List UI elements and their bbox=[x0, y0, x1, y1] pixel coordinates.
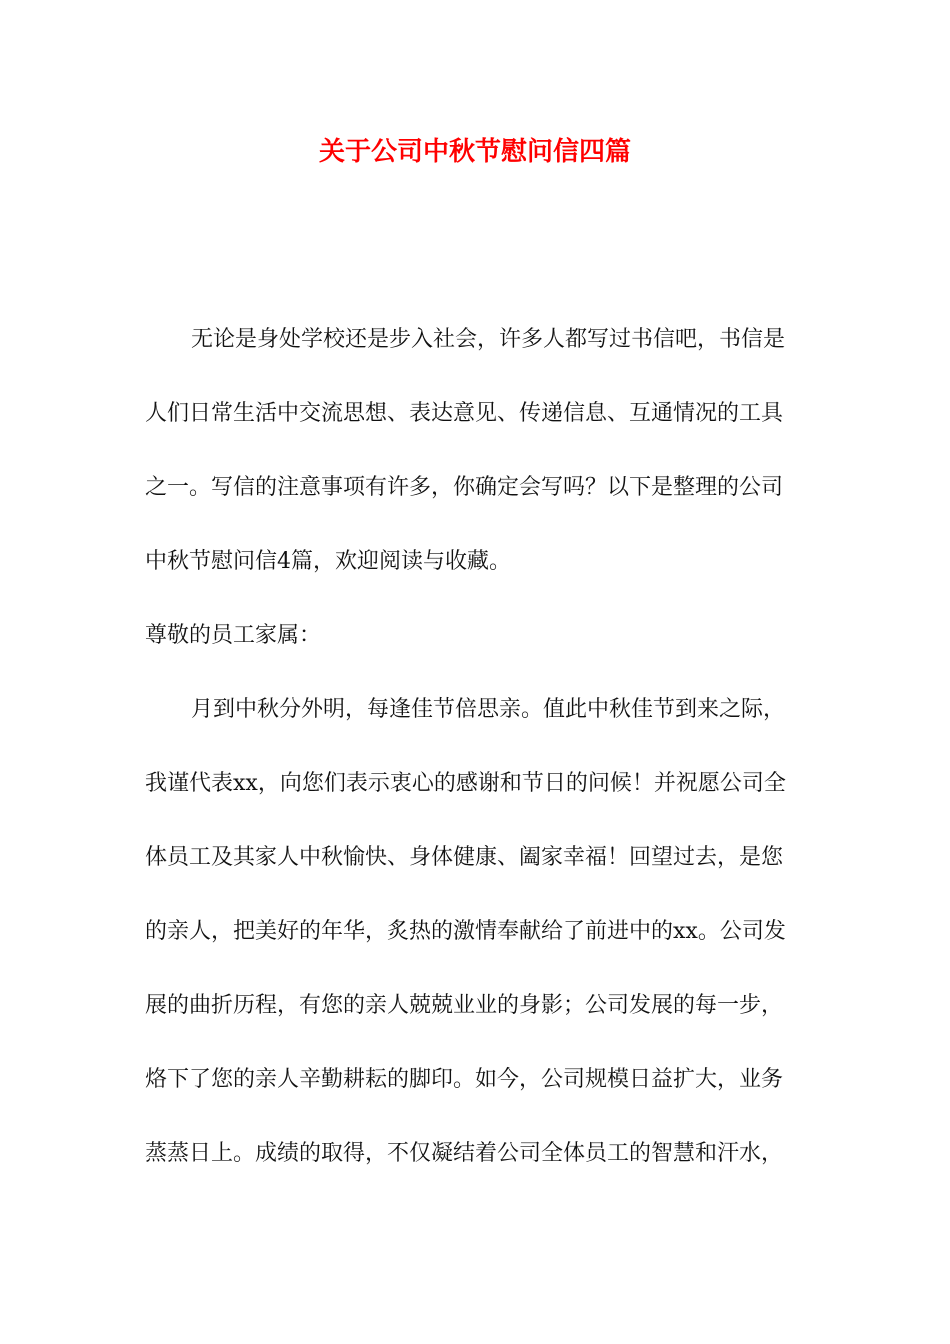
document-title: 关于公司中秋节慰问信四篇 bbox=[318, 137, 631, 167]
body-line: 人们日常生活中交流思想、表达意见、传递信息、互通情况的工具 bbox=[145, 401, 784, 426]
body-line: 烙下了您的亲人辛勤耕耘的脚印。如今，公司规模日益扩大，业务 bbox=[145, 1067, 784, 1092]
body-line: 体员工及其家人中秋愉快、身体健康、阖家幸福！回望过去，是您 bbox=[145, 845, 784, 870]
body-line: 无论是身处学校还是步入社会，许多人都写过书信吧，书信是 bbox=[191, 327, 786, 352]
body-line: 之一。写信的注意事项有许多，你确定会写吗？以下是整理的公司 bbox=[145, 475, 784, 500]
body-line: 蒸蒸日上。成绩的取得，不仅凝结着公司全体员工的智慧和汗水， bbox=[145, 1141, 784, 1166]
salutation-line: 尊敬的员工家属： bbox=[145, 623, 322, 648]
body-line: 月到中秋分外明，每逢佳节倍思亲。值此中秋佳节到来之际， bbox=[191, 697, 786, 722]
body-line: 展的曲折历程，有您的亲人兢兢业业的身影；公司发展的每一步， bbox=[145, 993, 784, 1018]
body-line: 中秋节慰问信4篇，欢迎阅读与收藏。 bbox=[145, 549, 511, 574]
body-line: 我谨代表xx，向您们表示衷心的感谢和节日的问候！并祝愿公司全 bbox=[145, 771, 786, 796]
document-body bbox=[145, 316, 810, 1204]
body-line: 的亲人，把美好的年华，炙热的激情奉献给了前进中的xx。公司发 bbox=[145, 919, 786, 944]
